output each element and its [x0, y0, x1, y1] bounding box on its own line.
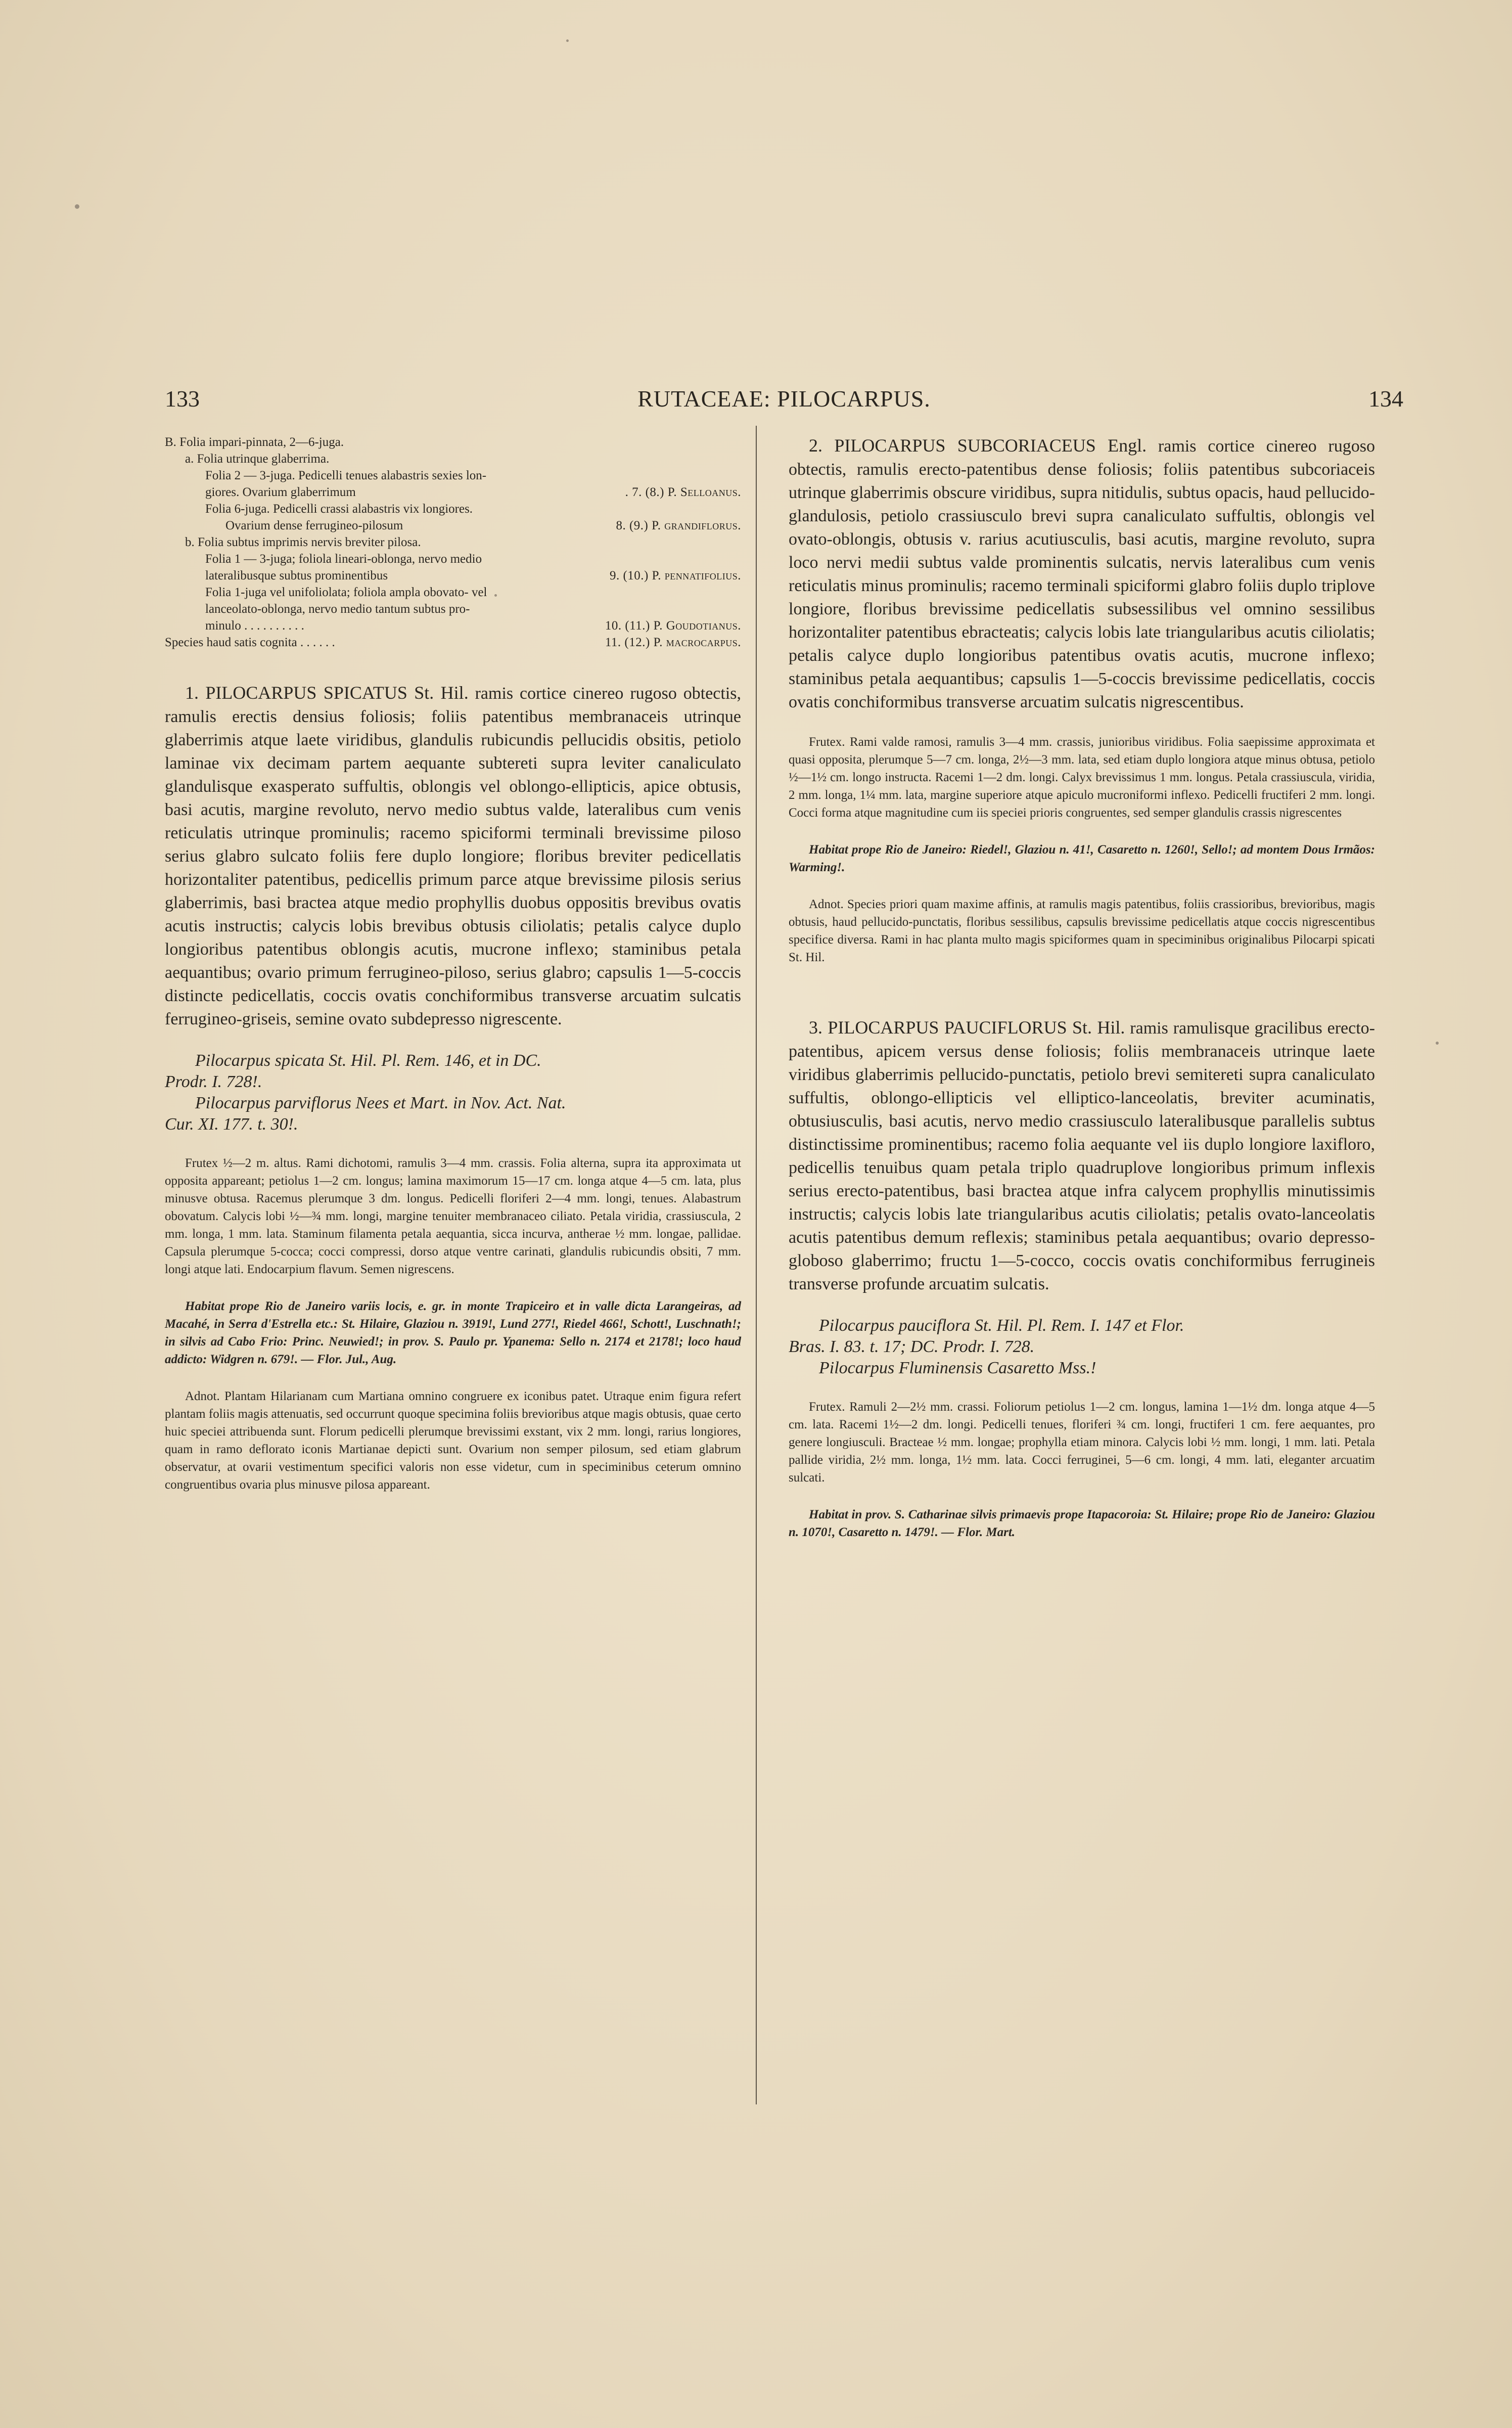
- synonym-line: Pilocarpus Fluminensis Casaretto Mss.!: [819, 1359, 1096, 1377]
- page-number-right: 134: [1368, 386, 1403, 412]
- species-1-note: Adnot. Plantam Hilarianam cum Martiana omnino congruere ex iconibus patet. Utraque enim figura refert plantam foliis magis attenuatis, sed occurrunt quoque specimina foliis brevioribus atque magis obtusis, quae certo huic speciei attribuenda sunt. Florum pedicelli plerumque brevissimi exstant, vix 2 mm. longi, rarius longiores, quam in ramo deflorato iconis Martianae depicti sunt. Ovarium non semper pilosum, sed etiam glabrum observatur, at ovarii vestimentum specifici valoris non esse videtur, cum in speciminibus ceterum omnino congruentibus ovaria plus minusve pilosa appareant.: [165, 1389, 741, 1492]
- species-2-note: Adnot. Species priori quam maxime affinis, at ramulis magis patentibus, foliis crassioribus, brevioribus, magis obtusis, haud pellucido-punctatis, floribus sessilibus, capsulis brevissime pedicellatis atque coccis nigrescentibus specifice diversa. Rami in hac planta multo magis spiciformes quam in speciminibus originalibus Pilocarpi spicati St. Hil.: [789, 897, 1375, 964]
- species-2-heading: 2. PILOCARPUS SUBCORIACEUS Engl.: [809, 435, 1147, 456]
- key-ref: 8. (9.) P. grandiflorus.: [616, 519, 741, 532]
- species-3-heading: 3. PILOCARPUS PAUCIFLORUS St. Hil.: [809, 1017, 1125, 1038]
- synonym-line: Pilocarpus parviflorus Nees et Mart. in Nov. Act. Nat.: [195, 1094, 566, 1112]
- paper-speck: [566, 39, 569, 42]
- key-ref: . 7. (8.) P. Selloanus.: [625, 485, 741, 499]
- key-line: [165, 634, 741, 651]
- key-line: [165, 517, 741, 534]
- species-2-morphology: Frutex. Rami valde ramosi, ramulis 3—4 mm. crassis, junioribus viridibus. Folia saepissime approximata et quasi opposita, plerumque 5—7 cm. longa, 2½—3 mm. lata, sed etiam duplo longiora atque minus obtusa, petiolo ½—1½ cm. longo instructa. Racemi 1—2 dm. longi. Calyx brevissimus 1 mm. longus. Petala crassiuscula, viridia, 2 mm. longa, 1¼ mm. lata, margine superiore atque apiculo mucroniformi inflexo. Pedicelli fructiferi 2 mm. longi. Cocci forma atque magnitudine cum iis speciei prioris congruentes, sed semper glandulis crassis nigrescentes: [789, 735, 1375, 820]
- key-line: lanceolato-oblonga, nervo medio tantum subtus pro-: [205, 602, 470, 616]
- key-ref: 10. (11.) P. Goudotianus.: [605, 619, 741, 633]
- species-2-habitat: Habitat prope Rio de Janeiro: Riedel!, Glaziou n. 41!, Casaretto n. 1260!, Sello!; ad montem Dous Irmãos: Warming!.: [789, 843, 1375, 874]
- species-3-habitat: Habitat in prov. S. Catharinae silvis primaevis prope Itapacoroia: St. Hilaire; prope Rio de Janeiro: Glaziou n. 1070!, Casaretto n. 1479!. — Flor. Mart.: [789, 1508, 1375, 1539]
- key-line: [165, 484, 741, 501]
- synonym-line: Prodr. I. 728!.: [165, 1072, 262, 1091]
- key-line: Folia 1-juga vel unifoliolata; foliola ampla obovato- vel: [205, 586, 487, 599]
- species-1-heading: 1. PILOCARPUS SPICATUS St. Hil.: [185, 683, 469, 703]
- key-line: Folia 2 — 3-juga. Pedicelli tenues alabastris sexies lon-: [205, 469, 487, 482]
- key-ref: 11. (12.) P. macrocarpus.: [605, 636, 741, 649]
- right-column: [789, 434, 1375, 1541]
- key-text: minulo . . . . . . . . . .: [205, 619, 304, 633]
- species-key: [165, 434, 741, 651]
- key-ref: 9. (10.) P. pennatifolius.: [609, 569, 741, 582]
- key-line: [165, 617, 741, 634]
- synonym-line: Pilocarpus pauciflora St. Hil. Pl. Rem. I. 147 et Flor.: [819, 1316, 1184, 1335]
- synonym-line: Cur. XI. 177. t. 30!.: [165, 1115, 298, 1134]
- key-line: a. Folia utrinque glaberrima.: [185, 452, 330, 466]
- page-number-left: 133: [165, 386, 200, 412]
- key-text: Species haud satis cognita . . . . . .: [165, 636, 335, 649]
- left-column: [165, 434, 741, 1494]
- key-text: giores. Ovarium glaberrimum: [205, 485, 356, 499]
- species-3-synonyms: [789, 1315, 1375, 1379]
- column-divider: [756, 426, 757, 2104]
- species-2-description: [789, 434, 1375, 714]
- species-1-text: ramis cortice cinereo rugoso obtectis, ramulis erectis densius foliosis; foliis patentibus membranaceis utrinque glaberrimis atque laete viridibus, glandulis rubicundis pellucidis obsitis, petiolo laminae vix decimam partem aequante subtereti supra leviter canaliculato glandulisque exasperato suffultis, oblongis vel oblongo-ellipticis, apice obtusis, basi acutis, margine revoluto, nervo medio subtus valde, lateralibus cum venis reticulatis utrinque prominulis; racemo spiciformi terminali brevissime piloso serius glabro sulcato foliis fere duplo longiore; floribus breviter pedicellatis horizontaliter patentibus, pedicellis primum parce atque brevissime pilosis serius glaberrimis, basi bractea atque medio prophyllis duobus oppositis brevibus ovatis acutis instructis; calycis lobis brevibus obtusis ciliolatis; petalis calyce duplo longioribus patentibus oblongis acutis, mucrone inflexo; staminibus petala aequantibus; ovario primum ferrugineo-piloso, serius glabro; capsulis 1—5-coccis distincte pedicellatis, coccis ovatis conchiformibus transverse arcuatim sulcatis ferrugineo-griseis, semine ovato subdepresso nigrescente.: [165, 684, 742, 1028]
- paper-speck: [1436, 1042, 1439, 1045]
- running-title: RUTACEAE: PILOCARPUS.: [637, 386, 931, 412]
- key-line: Folia 1 — 3-juga; foliola lineari-oblonga, nervo medio: [205, 552, 482, 566]
- key-line: [165, 567, 741, 584]
- synonym-line: Bras. I. 83. t. 17; DC. Prodr. I. 728.: [789, 1337, 1035, 1356]
- page-header: [165, 385, 1403, 416]
- species-1-morphology: Frutex ½—2 m. altus. Rami dichotomi, ramulis 3—4 mm. crassis. Folia alterna, supra ita approximata ut opposita appareant; petiolus 1—2 cm. longus; lamina maximorum 15—17 cm. longa atque 4—5 cm. lata, plus minusve obtusa. Racemus plerumque 3 dm. longus. Pedicelli floriferi 2—4 mm. longi, tenues. Alabastrum obovatum. Calycis lobi ½—¾ mm. longi, margine tenuiter membranaceo ciliato. Petala viridia, crassiuscula, 2 mm. longa, 1 mm. lata. Staminum filamenta petala aequantia, sicca incurva, antherae ½ mm. longae, pallidae. Capsula plerumque 5-cocca; cocci compressi, dorso atque ventre carinati, glandulis rubicundis obsiti, 7 mm. longi atque lati. Endocarpium flavum. Semen nigrescens.: [165, 1156, 741, 1276]
- species-3-morphology: Frutex. Ramuli 2—2½ mm. crassi. Foliorum petiolus 1—2 cm. longus, lamina 1—1½ dm. longa atque 4—5 cm. lata. Racemi 1½—2 dm. longi. Pedicelli tenues, floriferi ¾ cm. longi, fructiferi 1 cm. fere aequantes, pro genere longiusculi. Bracteae ½ mm. longae; prophylla etiam minora. Calycis lobi ½ mm. longi, 1 mm. lati. Petala pallide viridia, 2½ mm. longa, 1½ mm. lata. Cocci ferruginei, 5—6 cm. longi, 4 mm. lati, eleganter arcuatim sulcati.: [789, 1400, 1375, 1485]
- species-3-description: [789, 1016, 1375, 1296]
- species-1-synonyms: [165, 1050, 741, 1135]
- species-1-description: [165, 681, 741, 1031]
- key-line: b. Folia subtus imprimis nervis breviter pilosa.: [185, 535, 421, 549]
- paper-speck: [75, 204, 79, 209]
- key-text: Ovarium dense ferrugineo-pilosum: [225, 519, 403, 532]
- key-text: lateralibusque subtus prominentibus: [205, 569, 388, 582]
- synonym-line: Pilocarpus spicata St. Hil. Pl. Rem. 146, et in DC.: [195, 1051, 541, 1070]
- species-1-habitat: Habitat prope Rio de Janeiro variis locis, e. gr. in monte Trapiceiro et in valle dicta Larangeiras, ad Macahé, in Serra d'Estrella etc.: St. Hilaire, Glaziou n. 3919!, Lund 277!, Riedel 466!, Schott!, Luschnath!; in silvis ad Cabo Frio: Princ. Neuwied!; in prov. S. Paulo pr. Ypanema: Sello n. 2174 et 2178!; loco haud addicto: Widgren n. 679!. — Flor. Jul., Aug.: [165, 1299, 741, 1366]
- species-3-text: ramis ramulisque gracilibus erecto-patentibus, apicem versus dense foliosis; foliis membranaceis utrinque laete viridibus glaberrimis pellucido-punctatis, petiolo brevi semitereti supra canaliculato suffultis, oblongo-ellipticis vel elliptico-lanceolatis, breviter acuminatis, obtusiusculis, basi acutis, nervo medio crassiusculo lateralibusque parallelis subtus distinctissime prominentibus; racemo folia aequante vel iis duplo longiore laxifloro, pedicellis tenuibus quam petala triplo quadruplove longioribus primum inflexis serius erecto-patentibus, basi bractea atque infra calycem prophyllis minutissimis instructis; calycis lobis late triangularibus acutis ciliolatis; petalis ovato-lanceolatis acutis patentibus demum reflexis; staminibus petala aequantibus; ovario depresso-globoso glaberrimo; fructu 1—5-cocco, coccis ovatis conchiformibus ferrugineis transverse profunde arcuatim sulcatis.: [789, 1019, 1375, 1293]
- species-2-text: ramis cortice cinereo rugoso obtectis, ramulis erecto-patentibus dense foliosis; foliis patentibus subcoriaceis utrinque glaberrimis obscure viridibus, supra nitidulis, subtus opacis, haud pellucido-glandulosis, petiolo crassiusculo brevi supra canaliculato suffultis, oblongis vel ovato-oblongis, obtusis v. rarius acutiusculis, basi acutis, margine revoluto, supra loco nervi medii subtus valde prominentis sulcatis, nervis lateralibus cum venis reticulatis minus prominulis; racemo terminali spiciformi glabro foliis duplo triplove longiore, floribus brevissime pedicellatis subsessilibus vel omnino sessilibus horizontaliter patentibus ebracteatis; calycis lobis late triangularibus acutis ciliolatis; petalis calyce duplo longioribus patentibus ovatis acutis, mucrone inflexo; staminibus petala aequantibus; capsulis 1—5-coccis brevissime pedicellatis, coccis ovatis conchiformibus transverse arcuatim sulcatis nigrescentibus.: [789, 437, 1375, 711]
- key-line: Folia 6-juga. Pedicelli crassi alabastris vix longiores.: [205, 502, 473, 516]
- key-line: B. Folia impari-pinnata, 2—6-juga.: [165, 435, 344, 449]
